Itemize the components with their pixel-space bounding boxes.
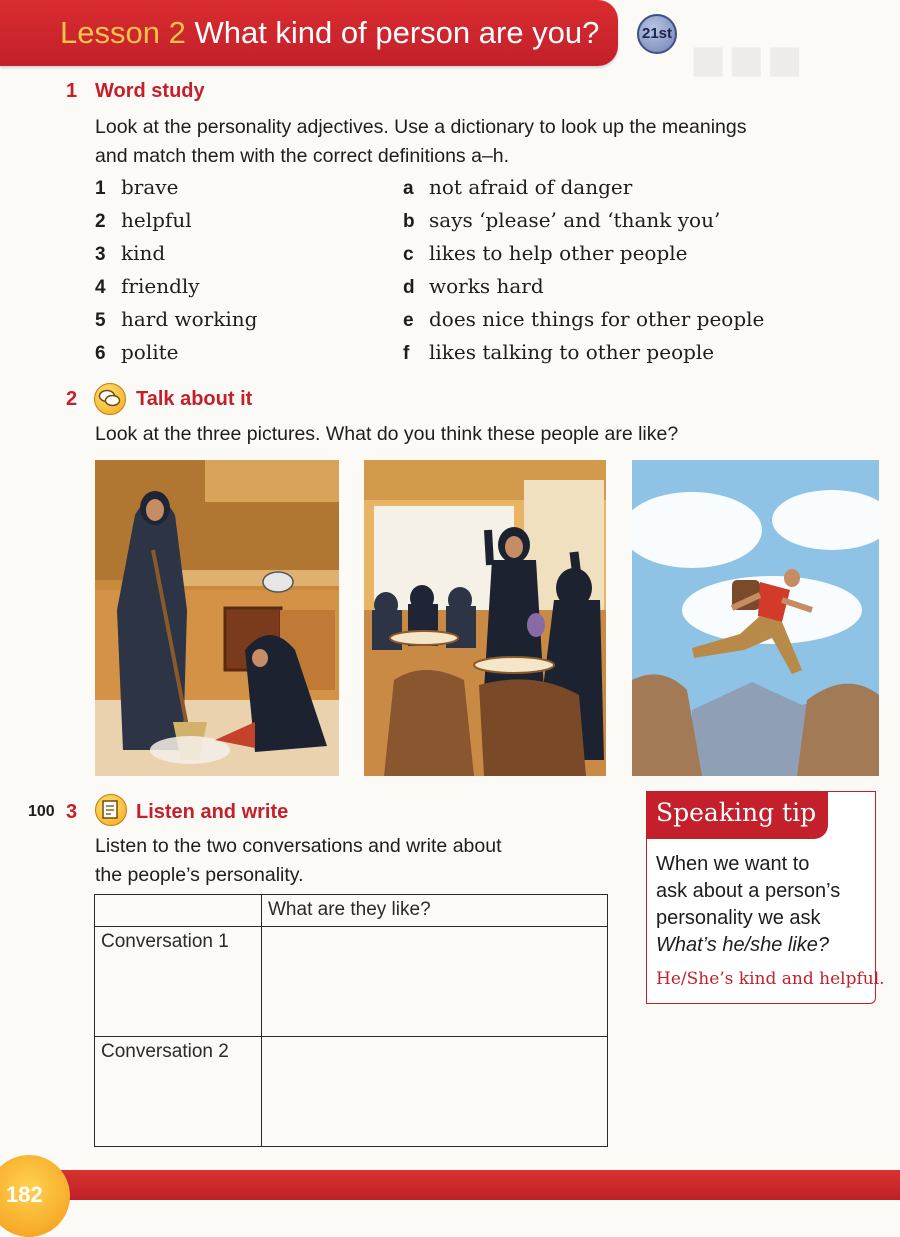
definition-item: a not afraid of danger (403, 175, 633, 199)
lesson-title (60, 15, 599, 51)
section2-title: Talk about it (136, 388, 253, 410)
section2-number: 2 (66, 388, 78, 410)
adjective-item: 3 kind (95, 241, 166, 265)
section2-instruction: Look at the three pictures. What do you think these people are like? (95, 423, 679, 445)
section3-instruction-line2: the people’s personality. (95, 864, 304, 886)
adjective-item: 5 hard working (95, 307, 258, 331)
row-label: Conversation 1 (95, 927, 262, 1037)
tip-example-question: What’s he/she like? (656, 934, 830, 956)
audio-track-number: 100 (28, 803, 55, 820)
definition-item: e does nice things for other people (403, 307, 765, 331)
answer-cell[interactable] (262, 1037, 608, 1147)
section1-number: 1 (66, 80, 78, 102)
adjective-item: 4 friendly (95, 274, 200, 298)
table-row (95, 1037, 608, 1147)
speech-bubble-icon (94, 383, 126, 415)
section1-instruction-line2: and match them with the correct definitions a–h. (95, 145, 510, 167)
speaking-tip-title: Speaking tip (656, 798, 817, 827)
section3-title: Listen and write (136, 801, 289, 823)
adjective-item: 2 helpful (95, 208, 192, 232)
lesson-heading: What kind of person are you? (194, 15, 600, 50)
definition-item: f likes talking to other people (403, 340, 715, 364)
21st-century-skills-badge: 21st (637, 14, 677, 54)
conversation-table (94, 894, 608, 1147)
section1-title: Word study (95, 80, 205, 102)
table-header-blank (95, 895, 262, 927)
mountain-jump-illustration (632, 460, 879, 776)
notepad-icon (95, 794, 127, 826)
footer-bar (0, 1170, 900, 1200)
tip-text-line2: ask about a person’s (656, 880, 841, 902)
adjective-item: 1 brave (95, 175, 179, 199)
tip-example-answer: He/She’s kind and helpful. (656, 969, 885, 989)
answer-cell[interactable] (262, 927, 608, 1037)
page-number: 182 (6, 1182, 43, 1207)
definition-item: b says ‘please’ and ‘thank you’ (403, 208, 721, 232)
table-header-question: What are they like? (262, 895, 608, 927)
adjective-item: 6 polite (95, 340, 179, 364)
speaking-tip-header (646, 791, 828, 839)
section1-instruction-line1: Look at the personality adjectives. Use a dictionary to look up the meanings (95, 116, 747, 138)
section3-number: 3 (66, 801, 78, 823)
row-label: Conversation 2 (95, 1037, 262, 1147)
section3-instruction-line1: Listen to the two conversations and write about (95, 835, 502, 857)
lesson-banner (0, 0, 618, 66)
table-header-row (95, 895, 608, 927)
definition-item: c likes to help other people (403, 241, 688, 265)
table-row (95, 927, 608, 1037)
cafe-illustration (364, 460, 606, 776)
definition-item: d works hard (403, 274, 544, 298)
tip-text-line1: When we want to (656, 853, 810, 875)
lesson-number: Lesson 2 (60, 15, 186, 50)
kitchen-sweeping-illustration (95, 460, 339, 776)
faded-background-graphic: ■■■ (690, 26, 805, 93)
tip-text-line3: personality we ask (656, 907, 821, 929)
